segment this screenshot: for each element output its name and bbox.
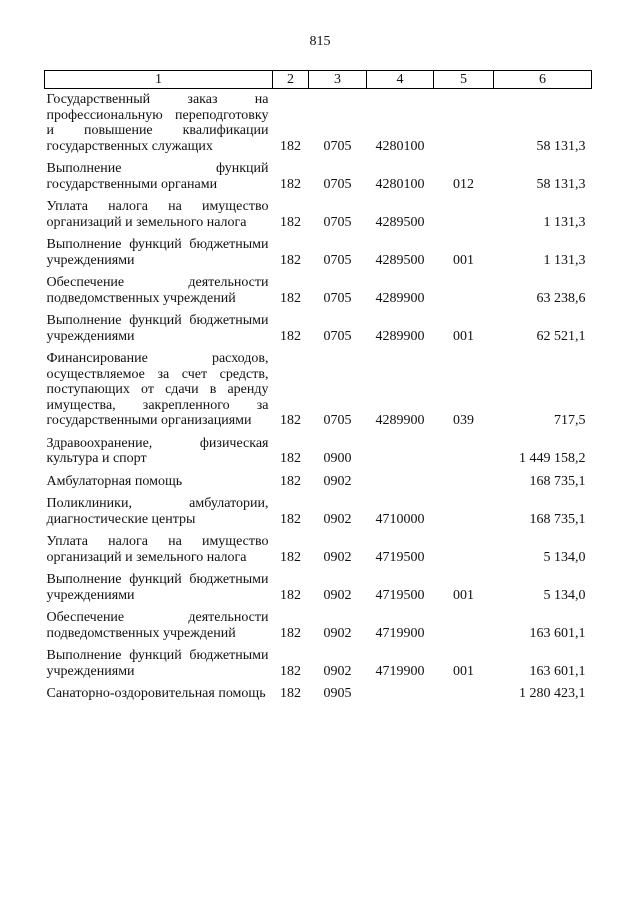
page-number: 815 xyxy=(309,34,331,49)
row-admin-code: 182 xyxy=(280,214,301,230)
header-col-2: 2 xyxy=(273,71,309,89)
row-amount: 5 134,0 xyxy=(543,549,586,565)
row-section-code: 0902 xyxy=(323,663,352,679)
table-row xyxy=(45,534,592,572)
row-section-code: 0705 xyxy=(323,214,352,230)
row-admin-code: 182 xyxy=(280,176,301,192)
row-section-code: 0902 xyxy=(323,511,352,527)
row-expense-type xyxy=(434,496,494,534)
row-expense-type: 001 xyxy=(453,252,474,268)
header-col-4: 4 xyxy=(367,71,434,89)
row-name: Выполнение функций бюджетными учреждениями xyxy=(46,237,269,268)
header-col-6: 6 xyxy=(494,71,592,89)
row-expense-type xyxy=(434,534,494,572)
row-target-code: 4280100 xyxy=(375,176,425,192)
table-row xyxy=(45,474,592,497)
row-amount: 58 131,3 xyxy=(536,176,586,192)
row-admin-code: 182 xyxy=(280,252,301,268)
header-col-5: 5 xyxy=(434,71,494,89)
row-amount: 168 735,1 xyxy=(529,511,586,527)
table-row xyxy=(45,313,592,351)
row-name: Санаторно-оздоровительная помощь xyxy=(46,686,266,701)
row-target-code: 4719500 xyxy=(375,549,425,565)
row-expense-type: 001 xyxy=(453,663,474,679)
row-expense-type xyxy=(434,275,494,313)
row-target-code: 4289500 xyxy=(375,252,425,268)
row-amount: 62 521,1 xyxy=(536,328,586,344)
row-target-code xyxy=(367,686,434,709)
row-expense-type: 001 xyxy=(453,328,474,344)
row-amount: 163 601,1 xyxy=(529,663,586,679)
row-section-code: 0902 xyxy=(323,549,352,565)
header-col-3: 3 xyxy=(309,71,367,89)
row-name: Выполнение функций государственными органами xyxy=(46,161,269,192)
row-section-code: 0902 xyxy=(323,473,352,489)
budget-table xyxy=(44,70,592,709)
row-section-code: 0900 xyxy=(323,451,352,466)
row-admin-code: 182 xyxy=(280,138,301,154)
row-name: Выполнение функций бюджетными учреждениями xyxy=(46,648,269,679)
row-section-code: 0705 xyxy=(323,252,352,268)
row-admin-code: 182 xyxy=(280,511,301,527)
row-section-code: 0902 xyxy=(323,587,352,603)
row-name: Поликлиники, амбулатории, диагностические центры xyxy=(46,496,269,527)
table-row xyxy=(45,161,592,199)
table-row xyxy=(45,496,592,534)
row-admin-code: 182 xyxy=(280,549,301,565)
header-col-1: 1 xyxy=(45,71,273,89)
row-section-code: 0902 xyxy=(323,625,352,641)
row-target-code: 4719500 xyxy=(375,587,425,603)
row-admin-code: 182 xyxy=(280,663,301,679)
row-admin-code: 182 xyxy=(280,473,301,489)
row-name: Государственный заказ на профессиональную переподготовку и повышение квалификации государственных служащих xyxy=(46,92,269,154)
row-target-code: 4710000 xyxy=(375,511,425,527)
row-section-code: 0705 xyxy=(323,413,352,428)
table-row xyxy=(45,351,592,436)
row-section-code: 0705 xyxy=(323,138,352,154)
row-admin-code: 182 xyxy=(280,625,301,641)
table-row xyxy=(45,610,592,648)
row-name: Выполнение функций бюджетными учреждениями xyxy=(46,313,269,344)
row-expense-type: 012 xyxy=(453,176,474,192)
row-target-code: 4280100 xyxy=(375,138,425,154)
table-row xyxy=(45,199,592,237)
row-expense-type xyxy=(434,436,494,474)
header-row xyxy=(45,71,592,89)
row-expense-type: 001 xyxy=(453,587,474,603)
row-admin-code: 182 xyxy=(280,413,301,428)
row-amount: 163 601,1 xyxy=(529,625,586,641)
row-section-code: 0705 xyxy=(323,328,352,344)
row-admin-code: 182 xyxy=(280,328,301,344)
row-name: Финансирование расходов, осуществляемое за счет средств, поступающих от сдачи в аренду имущества, закрепленного за государственными организациями xyxy=(46,351,269,428)
row-expense-type xyxy=(434,686,494,709)
row-admin-code: 182 xyxy=(280,290,301,306)
row-amount: 5 134,0 xyxy=(543,587,586,603)
row-name: Обеспечение деятельности подведомственных учреждений xyxy=(46,275,269,306)
table-row xyxy=(45,686,592,709)
row-admin-code: 182 xyxy=(280,686,301,701)
table-header xyxy=(45,71,592,89)
row-amount: 717,5 xyxy=(554,413,586,428)
row-name: Уплата налога на имущество организаций и земельного налога xyxy=(46,199,269,230)
row-target-code: 4719900 xyxy=(375,625,425,641)
row-target-code: 4289900 xyxy=(375,328,425,344)
row-amount: 168 735,1 xyxy=(529,473,586,489)
row-section-code: 0705 xyxy=(323,290,352,306)
row-target-code xyxy=(367,436,434,474)
row-expense-type xyxy=(434,610,494,648)
row-amount: 1 449 158,2 xyxy=(519,451,586,466)
row-expense-type xyxy=(434,199,494,237)
row-expense-type: 039 xyxy=(453,413,474,428)
table-row xyxy=(45,436,592,474)
row-target-code: 4289900 xyxy=(375,290,425,306)
row-name: Амбулаторная помощь xyxy=(46,473,183,489)
row-amount: 1 280 423,1 xyxy=(519,686,586,701)
table-row xyxy=(45,237,592,275)
row-section-code: 0905 xyxy=(323,686,352,701)
table-body xyxy=(45,89,592,709)
row-name: Здравоохранение, физическая культура и спорт xyxy=(46,435,269,466)
table-row xyxy=(45,572,592,610)
row-amount: 58 131,3 xyxy=(536,138,586,154)
row-target-code: 4289900 xyxy=(375,413,425,428)
row-target-code: 4719900 xyxy=(375,663,425,679)
row-section-code: 0705 xyxy=(323,176,352,192)
row-target-code xyxy=(367,474,434,497)
row-amount: 63 238,6 xyxy=(536,290,586,306)
row-amount: 1 131,3 xyxy=(543,252,586,268)
row-name: Уплата налога на имущество организаций и земельного налога xyxy=(46,534,269,565)
row-admin-code: 182 xyxy=(280,451,301,466)
table-row xyxy=(45,89,592,162)
row-name: Выполнение функций бюджетными учреждениями xyxy=(46,572,269,603)
row-amount: 1 131,3 xyxy=(543,214,586,230)
row-name: Обеспечение деятельности подведомственных учреждений xyxy=(46,610,269,641)
row-admin-code: 182 xyxy=(280,587,301,603)
row-target-code: 4289500 xyxy=(375,214,425,230)
table-row xyxy=(45,648,592,686)
table-row xyxy=(45,275,592,313)
row-expense-type xyxy=(434,89,494,162)
row-expense-type xyxy=(434,474,494,497)
